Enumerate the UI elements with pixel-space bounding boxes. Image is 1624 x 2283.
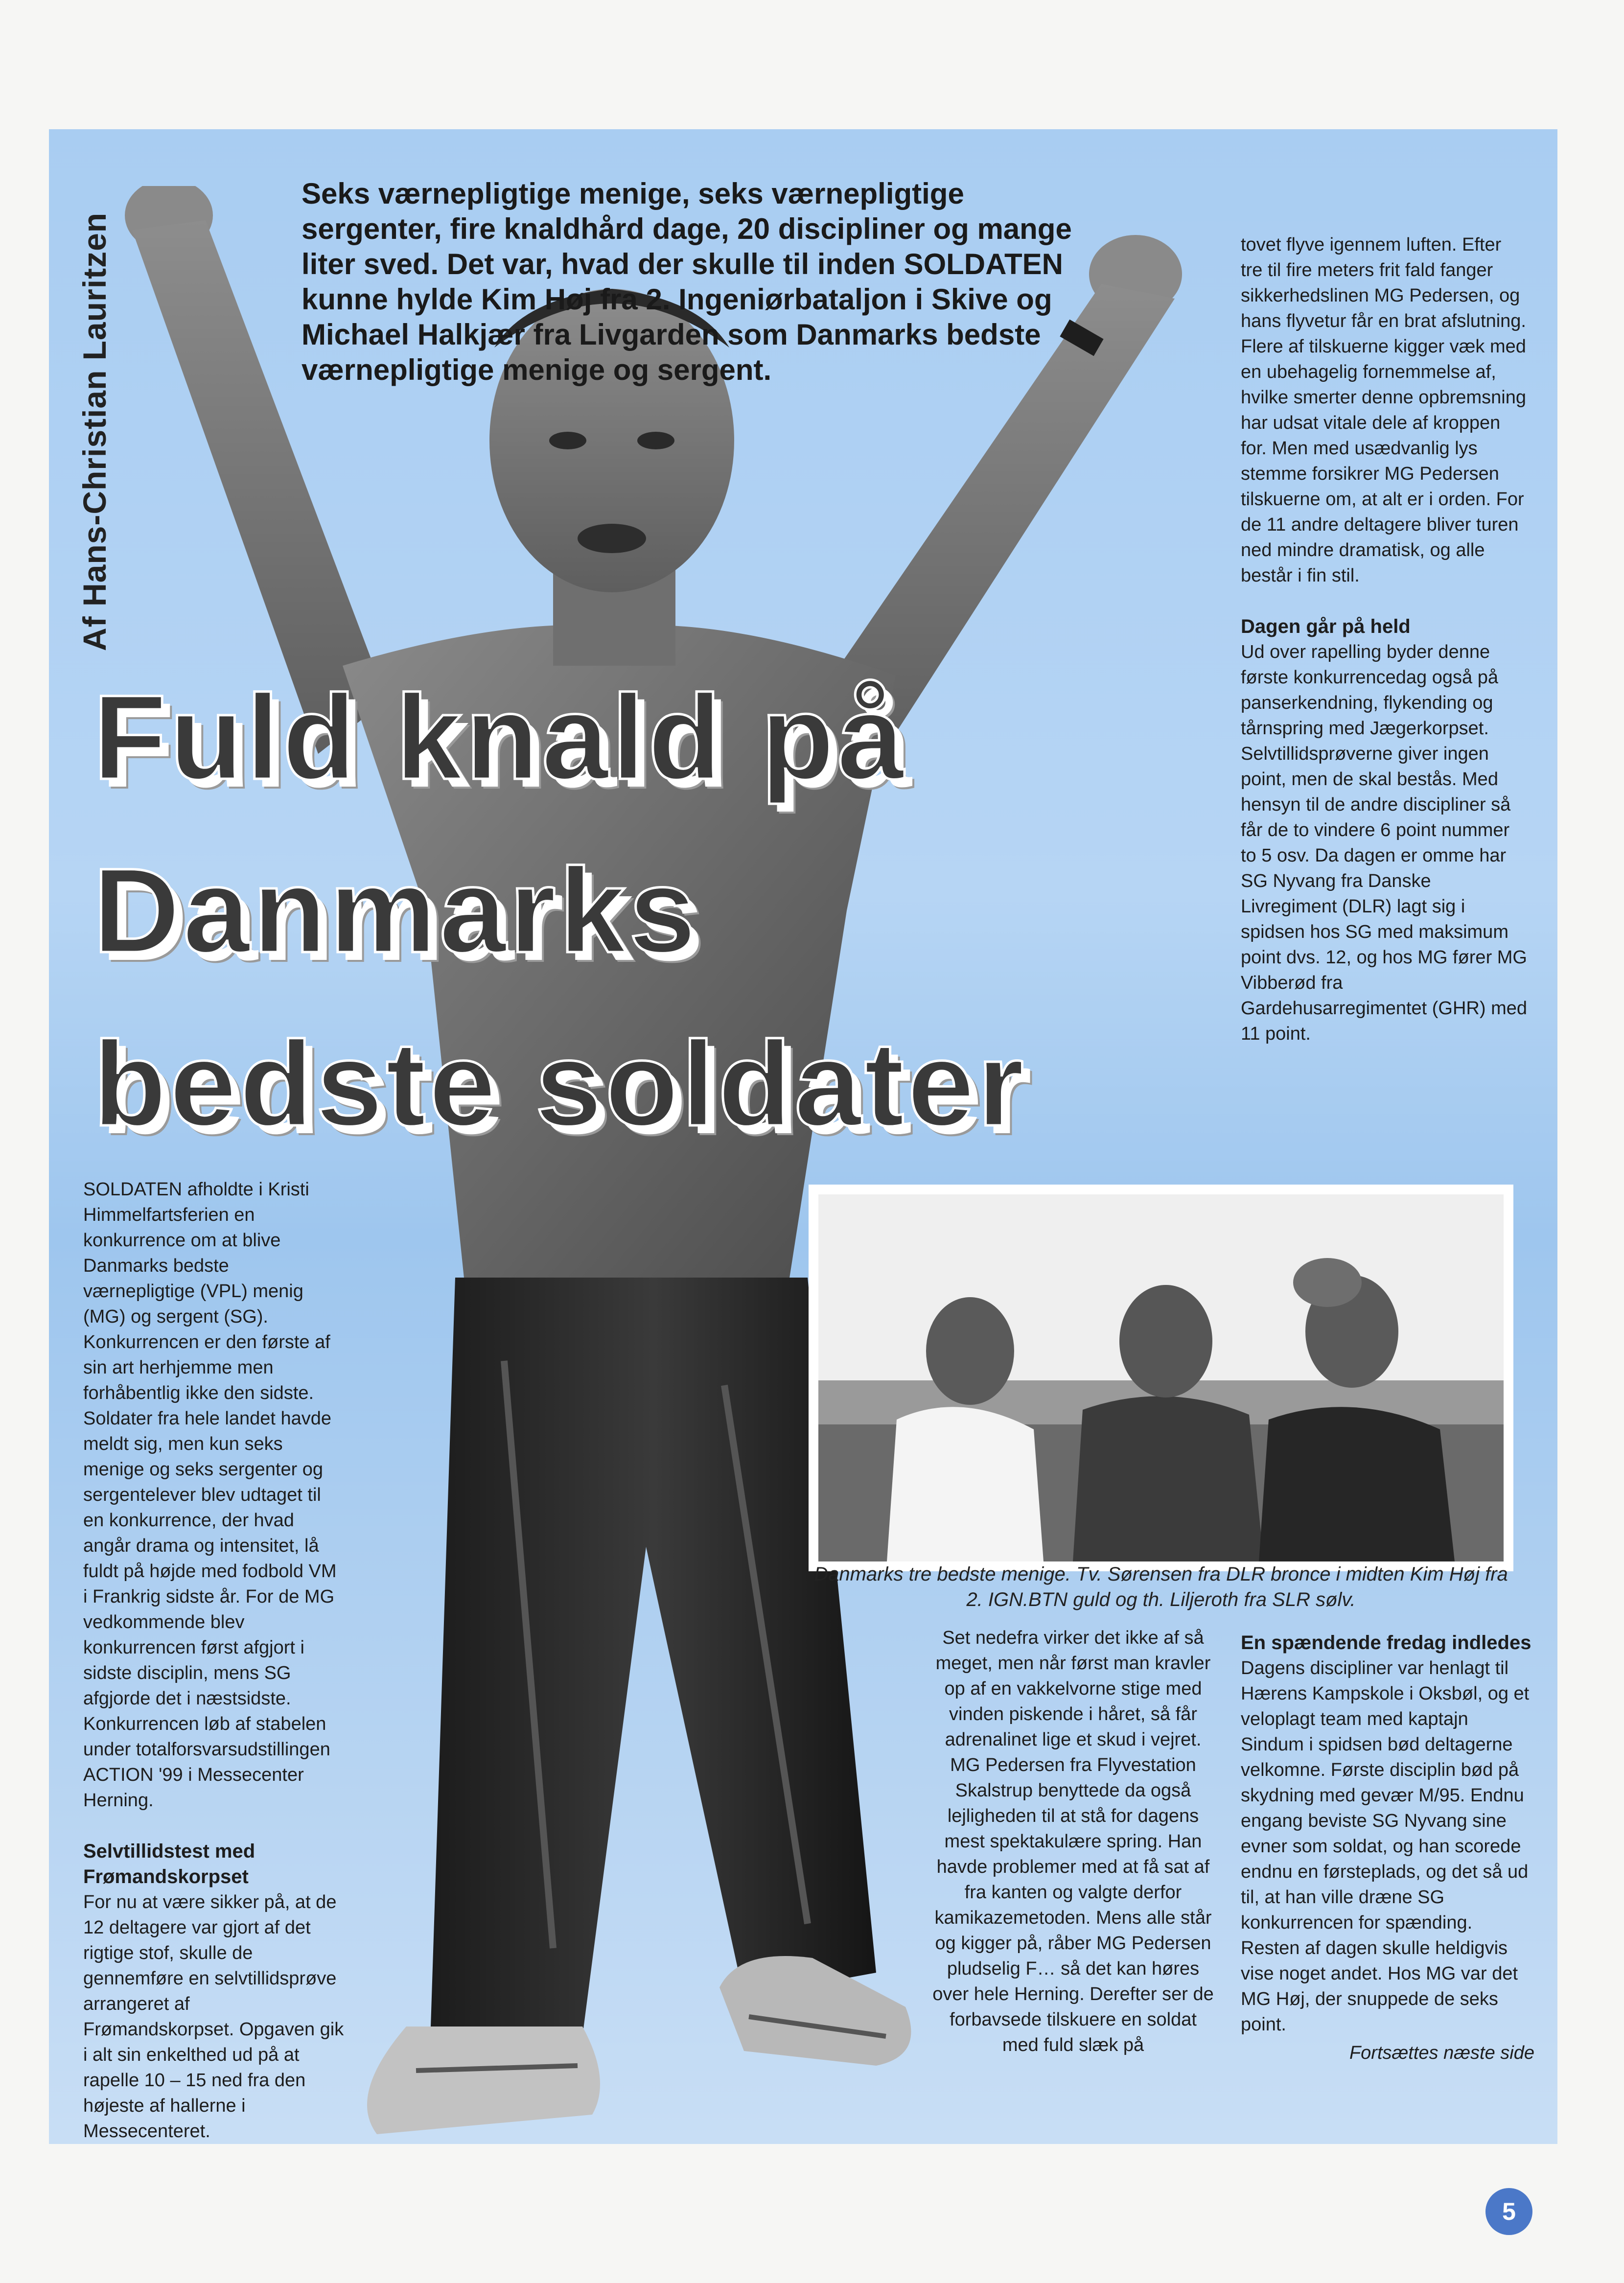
page-number-badge: 5 — [1485, 2188, 1532, 2235]
headline — [93, 651, 1027, 1171]
column-3 — [1241, 232, 1527, 1047]
byline: Af Hans-Christian Lauritzen — [76, 212, 113, 651]
subhead-dagen-gaar-paa-held: Dagen går på held — [1241, 616, 1411, 637]
column-2-paragraph-1: Set nedefra virker det ikke af så meget, men når først man kravler op af en vakkelvorne stige med vinden piskende i håret, så får adrenalinet lige et skud i vejret. MG Pedersen fra Flyvestation Skalstrup benyttede da også lejligheden til at stå for dagens mest spektakulære spring. Han havde problemer med at få sat af fra kanten og valgte derfor kamikazemetoden. Mens alle står og kigger på, råber MG Pedersen pludselig F… så det kan høres over hele Herning. Derefter ser de forbavsede tilskuere en soldat med fuld slæk på — [932, 1628, 1214, 2055]
three-soldiers-photo — [809, 1185, 1513, 1571]
continued-note: Fortsættes næste side — [1349, 2043, 1534, 2063]
photo-caption: Danmarks tre bedste menige. Tv. Sørensen fra DLR bronce i midten Kim Høj fra 2. IGN.BTN guld og th. Liljeroth fra SLR sølv. — [814, 1563, 1508, 1610]
column-3-paragraph-2: Ud over rapelling byder denne første konkurrencedag også på panserkendning, flykending og tårnspring med Jægerkorpset. Selvtillidsprøverne giver ingen point, men de skal bestås. Med hensyn til de andre discipliner så får de to vindere 6 point nummer to 5 osv. Da dagen er omme har SG Nyvang fra Danske Livregiment (DLR) lagt sig i spidsen hos SG med maksimum point dvs. 12, og hos MG fører MG Vibberød fra Gardehusarregimentet (GHR) med 11 point. — [1241, 642, 1527, 1044]
column-1-paragraph-1: SOLDATEN afholdte i Kristi Himmelfartsferien en konkurrence om at blive Danmarks bedste værnepligtige (VPL) menig (MG) og sergent (SG). Konkurrencen er den første af sin art herhjemme men forhåbentlig ikke den sidste. Soldater fra hele landet havde meldt sig, men kun seks menige og seks sergenter og sergentelever blev udtaget til en konkurrence, der hvad angår drama og intensitet, lå fuldt på højde med fodbold VM i Frankrig sidste år. For de MG vedkommende blev konkurrencen først afgjort i sidste disciplin, mens SG afgjorde det i næstsidste. Konkurrencen løb af stabelen under totalforsvarsudstillingen ACTION '99 i Messecenter Herning. — [83, 1179, 337, 1811]
lead-paragraph: Seks værnepligtige menige, seks værnepligtige sergenter, fire knaldhård dage, 20 discipliner og mange liter sved. Det var, hvad der skulle til inden SOLDATEN kunne hylde Kim Høj fra 2. Ingeniørbataljon i Skive og Michael Halkjær fra Livgarden som Danmarks bedste værnepligtige menige og sergent. — [302, 177, 1072, 386]
column-3-paragraph-1: tovet flyve igennem luften. Efter tre til fire meters frit fald fanger sikkerhedslinen MG Pedersen, og hans flyvetur får en brat afslutning. Flere af tilskuerne kigger væk med en ubehagelig fornemmelse af, hvilke smerter denne opbremsning har udsat vitale dele af kroppen for. Men med usædvanlig lys stemme forsikrer MG Pedersen tilskuerne om, at alt er i orden. For de 11 andre deltagere bliver turen ned mindre dramatisk, og alle består i fin stil. — [1241, 234, 1526, 586]
column-1-paragraph-2: For nu at være sikker på, at de 12 deltagere var gjort af det rigtige stof, skulle de gennemføre en selvtillidsprøve arrangeret af Frømandskorpset. Opgaven gik i alt sin enkelthed ud på at rapelle 10 – 15 ned fra den højeste af hallerne i Messecenteret. — [83, 1892, 344, 2142]
column-4 — [1241, 1630, 1534, 2066]
subhead-selvtillidstest: Selvtillidstest med Frømandskorpset — [83, 1840, 255, 1887]
column-4-paragraph-1: Dagens discipliner var henlagt til Hærens Kampskole i Oksbøl, og et veloplagt team med kaptajn Sindum i spidsen bød deltagerne velkomne. Første disciplin bød på skydning med gevær M/95. Endnu engang beviste SG Nyvang sine evner som soldat, og han scorede endnu en førsteplads, og det så ud til, at han ville dræne SG konkurrencen for spænding. Resten af dagen skulle heldigvis vise noget andet. Hos MG var det MG Høj, der snuppede de seks point. — [1241, 1658, 1530, 2035]
column-1 — [83, 1177, 345, 2144]
column-2 — [932, 1625, 1214, 2058]
subhead-spaendende-fredag: En spændende fredag indledes — [1241, 1632, 1531, 1654]
headline-line-1: Fuld knald på — [93, 670, 907, 805]
headline-line-2: Danmarks — [93, 843, 699, 978]
headline-line-3: bedste soldater — [93, 1017, 1027, 1151]
